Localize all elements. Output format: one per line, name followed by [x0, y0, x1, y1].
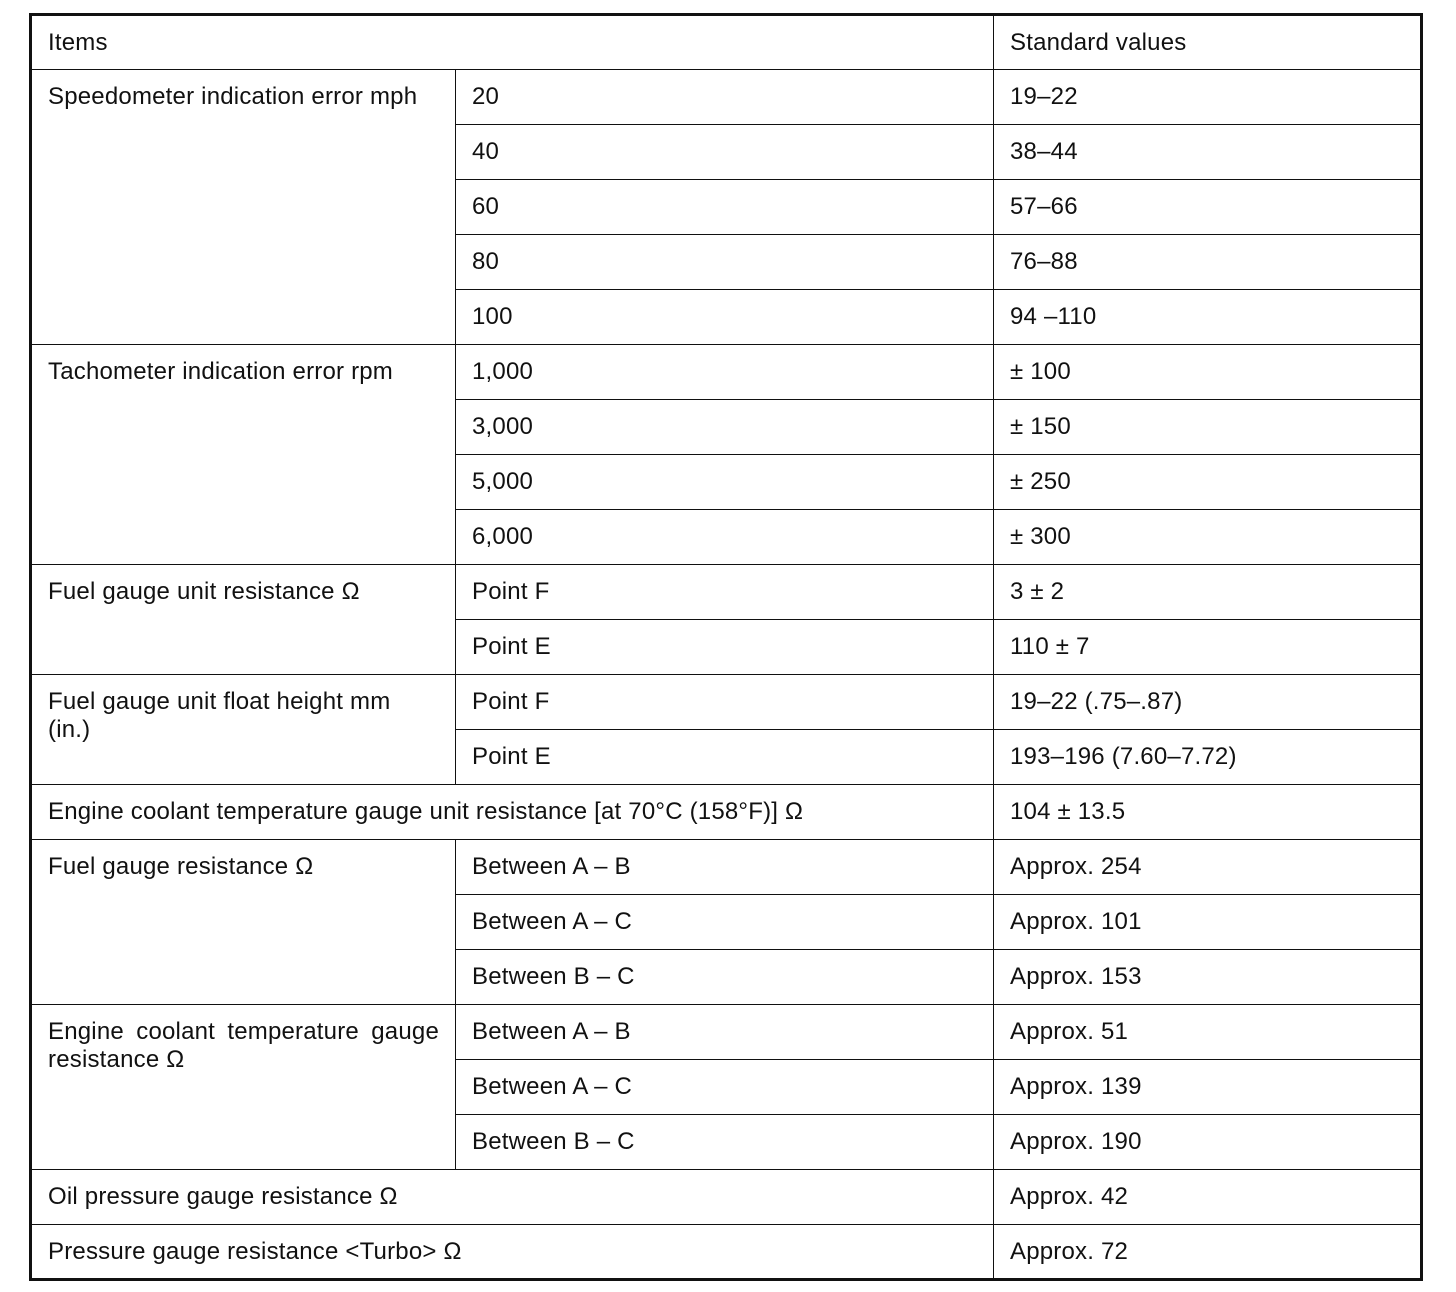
- speedometer-value: 38–44: [994, 125, 1422, 180]
- tachometer-condition: 6,000: [456, 510, 994, 565]
- table-row: [31, 565, 1422, 620]
- speedometer-condition: 60: [456, 180, 994, 235]
- speedometer-value: 57–66: [994, 180, 1422, 235]
- coolant-gauge-resistance-condition: Between A – C: [456, 1060, 994, 1115]
- speedometer-value: 76–88: [994, 235, 1422, 290]
- coolant-gauge-resistance-condition: Between A – B: [456, 1005, 994, 1060]
- pressure-turbo-value: Approx. 72: [994, 1225, 1422, 1280]
- fuel-float-height-label: Fuel gauge unit float height mm (in.): [31, 675, 456, 785]
- table-row: [31, 345, 1422, 400]
- tachometer-value: ± 150: [994, 400, 1422, 455]
- fuel-unit-resistance-condition: Point F: [456, 565, 994, 620]
- fuel-unit-resistance-condition: Point E: [456, 620, 994, 675]
- table-row: [31, 70, 1422, 125]
- fuel-gauge-resistance-label: Fuel gauge resistance Ω: [31, 840, 456, 1005]
- tachometer-label: Tachometer indication error rpm: [31, 345, 456, 565]
- tachometer-condition: 1,000: [456, 345, 994, 400]
- table-row: [31, 1005, 1422, 1060]
- table-row: [31, 1170, 1422, 1225]
- coolant-gauge-resistance-value: Approx. 51: [994, 1005, 1422, 1060]
- fuel-gauge-resistance-value: Approx. 101: [994, 895, 1422, 950]
- speedometer-value: 94 –110: [994, 290, 1422, 345]
- header-standard-values: Standard values: [994, 15, 1422, 70]
- speedometer-condition: 100: [456, 290, 994, 345]
- coolant-gauge-resistance-label: Engine coolant temperature gauge resistance Ω: [31, 1005, 456, 1170]
- fuel-unit-resistance-label: Fuel gauge unit resistance Ω: [31, 565, 456, 675]
- tachometer-condition: 3,000: [456, 400, 994, 455]
- fuel-gauge-resistance-condition: Between A – B: [456, 840, 994, 895]
- fuel-float-height-value: 193–196 (7.60–7.72): [994, 730, 1422, 785]
- coolant-gauge-resistance-value: Approx. 190: [994, 1115, 1422, 1170]
- tachometer-condition: 5,000: [456, 455, 994, 510]
- tachometer-value: ± 300: [994, 510, 1422, 565]
- fuel-float-height-value: 19–22 (.75–.87): [994, 675, 1422, 730]
- table-row: [31, 840, 1422, 895]
- fuel-float-height-condition: Point E: [456, 730, 994, 785]
- coolant-gauge-resistance-value: Approx. 139: [994, 1060, 1422, 1115]
- table-row: [31, 675, 1422, 730]
- speedometer-label: Speedometer indication error mph: [31, 70, 456, 345]
- header-items: Items: [31, 15, 994, 70]
- oil-pressure-value: Approx. 42: [994, 1170, 1422, 1225]
- table-row: [31, 1225, 1422, 1280]
- fuel-unit-resistance-value: 110 ± 7: [994, 620, 1422, 675]
- tachometer-value: ± 100: [994, 345, 1422, 400]
- fuel-gauge-resistance-value: Approx. 254: [994, 840, 1422, 895]
- speedometer-condition: 40: [456, 125, 994, 180]
- pressure-turbo-label: Pressure gauge resistance <Turbo> Ω: [31, 1225, 994, 1280]
- oil-pressure-label: Oil pressure gauge resistance Ω: [31, 1170, 994, 1225]
- specifications-table: [29, 13, 1423, 1281]
- speedometer-value: 19–22: [994, 70, 1422, 125]
- table-header-row: [31, 15, 1422, 70]
- table-row: [31, 785, 1422, 840]
- fuel-gauge-resistance-value: Approx. 153: [994, 950, 1422, 1005]
- coolant-gauge-resistance-condition: Between B – C: [456, 1115, 994, 1170]
- speedometer-condition: 80: [456, 235, 994, 290]
- coolant-unit-resistance-value: 104 ± 13.5: [994, 785, 1422, 840]
- fuel-unit-resistance-value: 3 ± 2: [994, 565, 1422, 620]
- coolant-unit-resistance-label: Engine coolant temperature gauge unit resistance [at 70°C (158°F)] Ω: [31, 785, 994, 840]
- fuel-float-height-condition: Point F: [456, 675, 994, 730]
- speedometer-condition: 20: [456, 70, 994, 125]
- fuel-gauge-resistance-condition: Between A – C: [456, 895, 994, 950]
- tachometer-value: ± 250: [994, 455, 1422, 510]
- fuel-gauge-resistance-condition: Between B – C: [456, 950, 994, 1005]
